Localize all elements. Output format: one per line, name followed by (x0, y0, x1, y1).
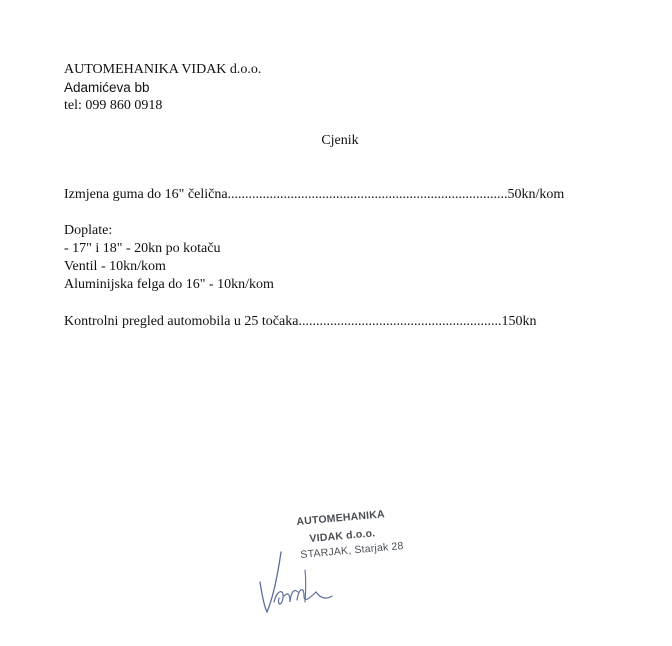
dot-leader: ................................................................................ (227, 187, 508, 202)
surcharges-heading: Doplate: (64, 223, 113, 238)
surcharge-line: Ventil - 10kn/kom (64, 259, 166, 274)
company-phone: tel: 099 860 0918 (64, 98, 163, 113)
surcharge-line: - 17" i 18" - 20kn po kotaču (64, 241, 221, 256)
stamp-line-company: AUTOMEHANIKA (296, 508, 386, 528)
price-line-inspection (64, 313, 536, 331)
company-header (64, 61, 261, 115)
company-name: AUTOMEHANIKA VIDAK d.o.o. (64, 62, 262, 77)
item-label: Kontrolni pregled automobila u 25 točaka (64, 314, 299, 329)
price-line-tire-change (64, 186, 564, 204)
item-price: 150kn (501, 314, 537, 329)
item-price: 50kn/kom (507, 187, 565, 202)
dot-leader: .......................................................... (298, 314, 502, 329)
stamp-line-address: STARJAK, Starjak 28 (300, 539, 405, 561)
document-title: Cjenik (321, 133, 359, 148)
handwritten-signature (250, 540, 340, 615)
item-label: Izmjena guma do 16" čelična (64, 187, 228, 202)
company-address: Adamićeva bb (64, 80, 150, 95)
stamp-line-name: VIDAK d.o.o. (309, 527, 376, 545)
surcharge-line: Aluminijska felga do 16" - 10kn/kom (64, 277, 274, 292)
